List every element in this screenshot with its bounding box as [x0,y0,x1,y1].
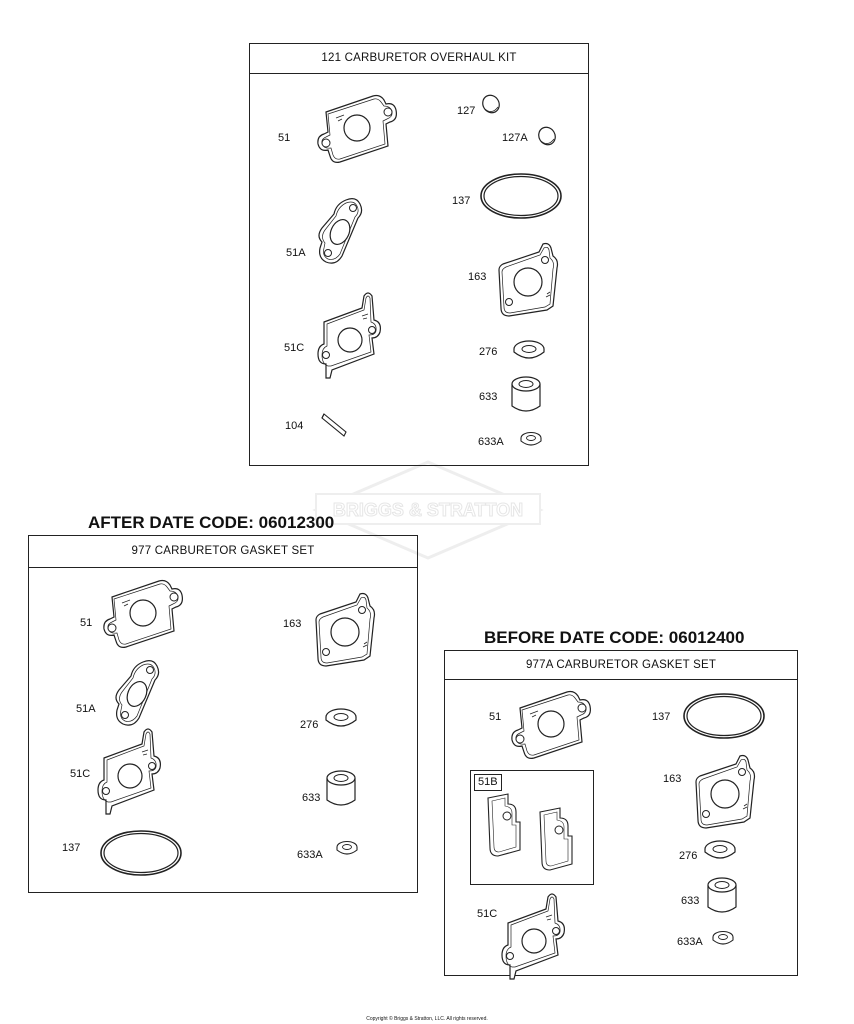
oring-137-part [682,692,768,742]
gasket-51-part [104,575,184,655]
gasket-51c-part [318,292,384,382]
seal-633a-part [712,930,736,948]
gasket-163-part [696,756,758,832]
part-label-51: 51 [80,617,93,629]
part-label-163: 163 [283,618,302,630]
panel-title: 977A CARBURETOR GASKET SET [445,651,797,680]
part-label-633a: 633A [297,849,323,861]
oring-137-part [99,829,185,879]
gasket-51a-part [316,198,366,268]
watermark-text: BRIGGS & STRATTON [332,500,524,520]
part-label-633: 633 [479,391,498,403]
bushing-633-part [707,877,739,913]
gasket-51a-part [113,660,163,730]
part-label-51c: 51C [70,768,91,780]
gasket-51-part [318,90,398,170]
part-label-51c: 51C [477,908,498,920]
panel-title: 977 CARBURETOR GASKET SET [29,536,417,568]
part-label-51a: 51A [76,703,96,715]
part-label-633a: 633A [478,436,504,448]
pin-104-part [322,412,352,440]
gasket-163-part [316,594,378,670]
gasket-51c-part [502,893,568,983]
part-label-276: 276 [479,346,498,358]
part-label-137: 137 [62,842,81,854]
part-label-51c: 51C [284,342,305,354]
part-label-163: 163 [468,271,487,283]
bushing-633-part [326,770,358,806]
part-label-127a: 127A [502,132,528,144]
plug-127-part [482,95,504,117]
washer-276-part [325,708,359,730]
copyright-footer: Copyright © Briggs & Stratton, LLC. All rights reserved. [366,1016,488,1022]
gasket-51b-part [538,806,578,874]
part-label-163: 163 [663,773,682,785]
seal-633a-part [520,431,544,449]
gasket-51c-part [98,728,164,818]
part-label-633: 633 [681,895,700,907]
before-date-code-heading: BEFORE DATE CODE: 06012400 [484,628,745,647]
gasket-51b-part [486,792,526,860]
part-label-137: 137 [452,195,471,207]
after-date-code-heading: AFTER DATE CODE: 06012300 [88,513,335,532]
part-label-104: 104 [285,420,304,432]
seal-633a-part [336,840,360,858]
washer-276-part [704,840,738,862]
part-label-51b: 51B [474,774,502,791]
bushing-633-part [511,376,543,412]
panel-title: 121 CARBURETOR OVERHAUL KIT [250,44,588,74]
part-label-51a: 51A [286,247,306,259]
part-label-633a: 633A [677,936,703,948]
part-label-633: 633 [302,792,321,804]
part-label-276: 276 [300,719,319,731]
washer-276-part [513,340,547,362]
gasket-163-part [499,244,561,320]
part-label-51: 51 [489,711,502,723]
part-label-276: 276 [679,850,698,862]
oring-137-part [479,172,565,222]
gasket-51-part [512,686,592,766]
part-label-127: 127 [457,105,476,117]
part-label-137: 137 [652,711,671,723]
part-label-51: 51 [278,132,291,144]
plug-127a-part [538,127,560,149]
